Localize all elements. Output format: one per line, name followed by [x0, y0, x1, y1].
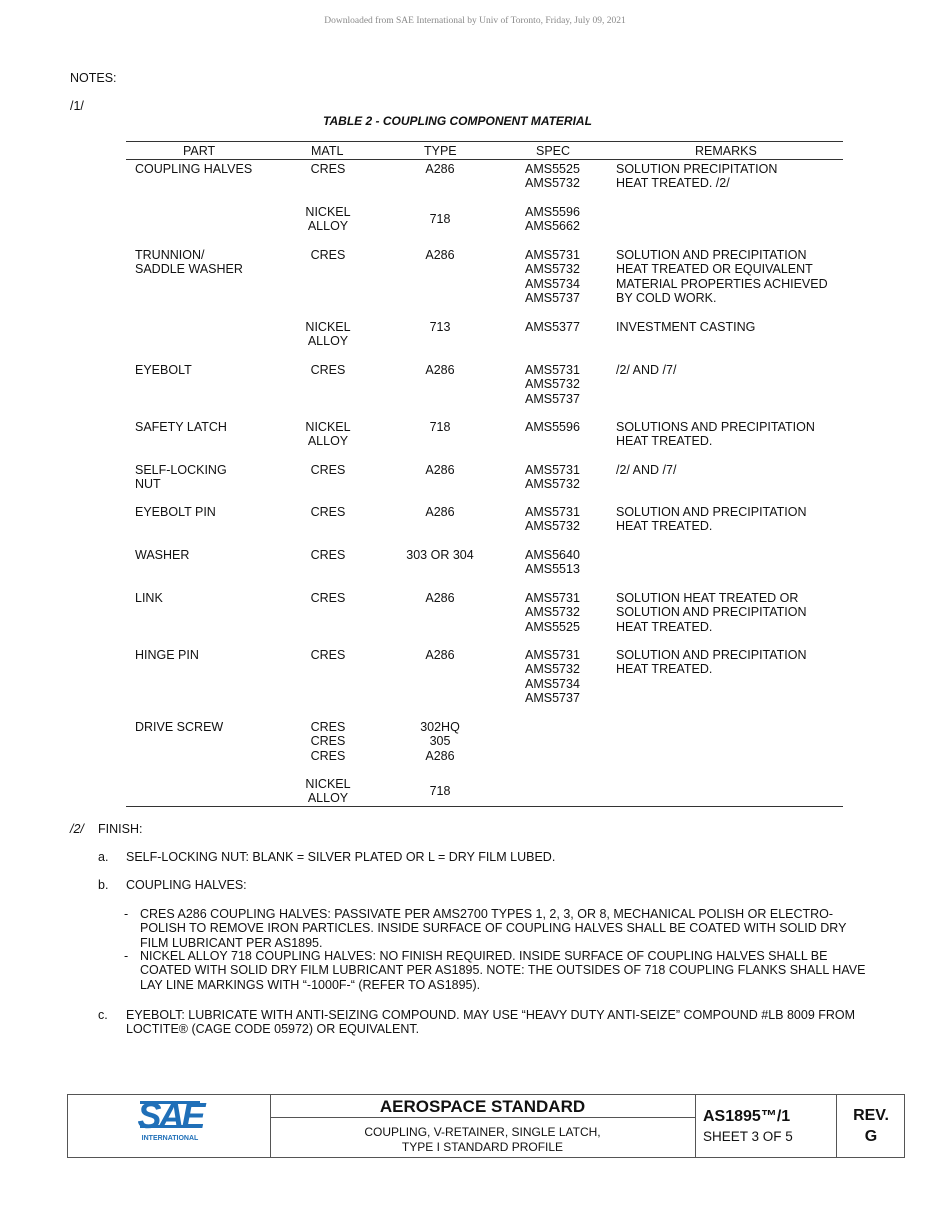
cell-spec: AMS5731 AMS5732 — [525, 463, 580, 492]
cell-part: COUPLING HALVES — [135, 162, 253, 176]
cell-remarks: SOLUTIONS AND PRECIPITATION HEAT TREATED. — [616, 420, 815, 449]
cell-matl: CRES — [310, 162, 346, 176]
cell-remarks: /2/ AND /7/ — [616, 463, 677, 477]
note-1-marker: /1/ — [70, 99, 84, 113]
cell-spec: AMS5731 AMS5732 — [525, 505, 580, 534]
sae-logo — [68, 1095, 270, 1157]
cell-matl: CRES — [310, 248, 346, 262]
cell-type: 713 — [429, 320, 451, 334]
header-spec: SPEC — [536, 144, 571, 158]
cell-matl: NICKEL ALLOY — [305, 777, 351, 806]
sae-logo-mark — [68, 1095, 270, 1157]
cell-type: A286 — [425, 463, 455, 477]
notes-label: NOTES: — [70, 71, 117, 85]
bullet-dash: - — [124, 949, 129, 963]
finish-item-letter: b. — [98, 878, 109, 892]
cell-spec: AMS5731 AMS5732 AMS5737 — [525, 363, 580, 406]
bullet-dash: - — [124, 907, 129, 921]
material-table — [126, 141, 843, 806]
finish-note-label: FINISH: — [98, 822, 143, 836]
table-bottom-rule — [126, 806, 843, 807]
sae-logo-text: SAE — [137, 1095, 203, 1136]
sae-logo-subtext: INTERNATIONAL — [141, 1135, 199, 1142]
header-remarks: REMARKS — [695, 144, 757, 158]
cell-matl: CRES — [310, 548, 346, 562]
document-subtitle — [270, 1125, 695, 1154]
standard-title: AEROSPACE STANDARD — [270, 1095, 695, 1118]
cell-spec: AMS5525 AMS5732 — [525, 162, 580, 191]
revision-block — [836, 1105, 906, 1147]
cell-matl: CRES — [310, 363, 346, 377]
cell-part: SELF-LOCKING NUT — [135, 463, 227, 492]
bullet-text: NICKEL ALLOY 718 COUPLING HALVES: NO FINISH REQUIRED. INSIDE SURFACE OF COUPLING HALVES SHALL BE COATED WITH SOLID DRY FILM LUBRICANT PER AS1895. NOTE: THE OUTSIDES OF 718 COUPLING FLANKS SHALL HAVE LAY LINE MARKINGS WITH “-1000F-“ (REFER TO AS1895). — [140, 949, 866, 992]
cell-matl: NICKEL ALLOY — [305, 420, 351, 449]
cell-matl: CRES — [310, 591, 346, 605]
cell-type: 303 OR 304 — [406, 548, 474, 562]
cell-spec: AMS5596 AMS5662 — [525, 205, 580, 234]
cell-part: LINK — [135, 591, 163, 605]
finish-item-letter: a. — [98, 850, 109, 864]
cell-matl: NICKEL ALLOY — [305, 205, 351, 234]
cell-spec: AMS5731 AMS5732 AMS5525 — [525, 591, 580, 634]
cell-spec: AMS5596 — [525, 420, 580, 434]
document-number: AS1895™/1 — [703, 1108, 791, 1125]
table-title: TABLE 2 - COUPLING COMPONENT MATERIAL — [323, 114, 592, 128]
cell-part: EYEBOLT — [135, 363, 192, 377]
cell-type: A286 — [425, 648, 455, 662]
table-header-row — [126, 142, 843, 160]
finish-item-text: COUPLING HALVES: — [126, 878, 247, 892]
cell-remarks: SOLUTION AND PRECIPITATION HEAT TREATED. — [616, 648, 807, 677]
revision-label: REV. — [853, 1107, 889, 1124]
finish-note-number: /2/ — [70, 822, 84, 836]
cell-matl: CRES CRES CRES — [310, 720, 346, 763]
title-block — [67, 1094, 905, 1158]
header-part: PART — [183, 144, 216, 158]
cell-spec: AMS5640 AMS5513 — [525, 548, 580, 577]
finish-item-letter: c. — [98, 1008, 108, 1022]
cell-remarks: SOLUTION PRECIPITATION HEAT TREATED. /2/ — [616, 162, 778, 191]
cell-part: EYEBOLT PIN — [135, 505, 216, 519]
cell-type: A286 — [425, 248, 455, 262]
cell-type: A286 — [425, 505, 455, 519]
cell-spec: AMS5731 AMS5732 AMS5734 AMS5737 — [525, 648, 580, 705]
revision-value: G — [864, 1128, 878, 1145]
subtitle-line-1: COUPLING, V-RETAINER, SINGLE LATCH, — [364, 1125, 601, 1139]
cell-type: 302HQ 305 A286 — [420, 720, 460, 763]
download-notice: Downloaded from SAE International by Univ of Toronto, Friday, July 09, 2021 — [324, 16, 626, 26]
header-type: TYPE — [424, 144, 457, 158]
cell-remarks: SOLUTION AND PRECIPITATION HEAT TREATED OR EQUIVALENT MATERIAL PROPERTIES ACHIEVED BY COLD WORK. — [616, 248, 828, 305]
subtitle-line-2: TYPE I STANDARD PROFILE — [401, 1139, 564, 1154]
cell-type: 718 — [429, 420, 451, 434]
finish-item-text: EYEBOLT: LUBRICATE WITH ANTI-SEIZING COMPOUND. MAY USE “HEAVY DUTY ANTI-SEIZE” COMPOUND #LB 8009 FROM LOCTITE® (CAGE CODE 05972) OR EQUIVALENT. — [126, 1008, 856, 1037]
cell-matl: CRES — [310, 463, 346, 477]
cell-type: 718 — [429, 212, 451, 226]
cell-part: WASHER — [135, 548, 190, 562]
finish-note — [70, 822, 143, 836]
cell-remarks: SOLUTION AND PRECIPITATION HEAT TREATED. — [616, 505, 807, 534]
cell-type: A286 — [425, 591, 455, 605]
cell-type: 718 — [429, 784, 451, 798]
cell-remarks: INVESTMENT CASTING — [616, 320, 756, 334]
cell-part: DRIVE SCREW — [135, 720, 224, 734]
finish-item-text: SELF-LOCKING NUT: BLANK = SILVER PLATED OR L = DRY FILM LUBED. — [126, 850, 556, 864]
cell-matl: NICKEL ALLOY — [305, 320, 351, 349]
cell-part: HINGE PIN — [135, 648, 199, 662]
header-matl: MATL — [311, 144, 344, 158]
cell-spec: AMS5731 AMS5732 AMS5734 AMS5737 — [525, 248, 580, 305]
cell-matl: CRES — [310, 505, 346, 519]
bullet-text: CRES A286 COUPLING HALVES: PASSIVATE PER AMS2700 TYPES 1, 2, 3, OR 8, MECHANICAL POLISH OR ELECTRO-POLISH TO REMOVE IRON PARTICLES. INSIDE SURFACE OF COUPLING HALVES SHALL BE COATED WITH SOLID DRY FILM LUBRICANT PER AS1895. — [140, 907, 847, 950]
cell-type: A286 — [425, 363, 455, 377]
cell-matl: CRES — [310, 648, 346, 662]
cell-type: A286 — [425, 162, 455, 176]
cell-spec: AMS5377 — [525, 320, 580, 334]
cell-part: TRUNNION/ SADDLE WASHER — [135, 248, 243, 277]
cell-part: SAFETY LATCH — [135, 420, 227, 434]
cell-remarks: SOLUTION HEAT TREATED OR SOLUTION AND PRECIPITATION HEAT TREATED. — [616, 591, 807, 634]
cell-remarks: /2/ AND /7/ — [616, 363, 677, 377]
sheet-number: SHEET 3 OF 5 — [703, 1129, 793, 1144]
